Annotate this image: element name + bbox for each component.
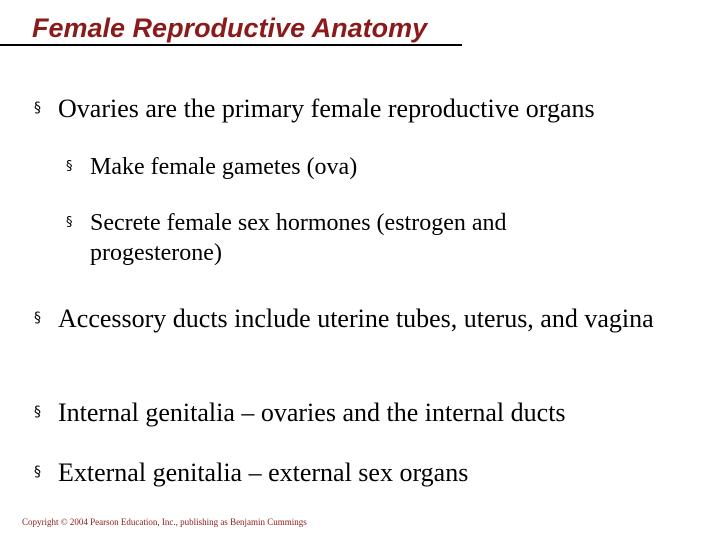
bullet-item [34,302,684,335]
bullet-text: Accessory ducts include uterine tubes, uterus, and vagina [58,304,654,333]
sub-bullet-item [66,152,666,182]
sub-bullet-text: Secrete female sex hormones (estrogen and progesterone) [90,210,507,266]
bullet-item [34,396,694,429]
slide-title: Female Reproductive Anatomy [32,13,428,43]
bullet-item [34,456,694,489]
bullet-marker-icon: § [34,310,41,326]
bullet-marker-icon: § [66,159,73,174]
bullet-text: Internal genitalia – ovaries and the internal ducts [58,398,566,427]
copyright-footer: Copyright © 2004 Pearson Education, Inc., publishing as Benjamin Cummings [22,517,307,527]
bullet-marker-icon: § [34,404,41,420]
bullet-text: Ovaries are the primary female reproductive organs [58,94,595,123]
bullet-marker-icon: § [66,215,73,230]
bullet-marker-icon: § [34,100,41,116]
bullet-item [34,92,694,125]
sub-bullet-text: Make female gametes (ova) [90,154,358,180]
bullet-marker-icon: § [34,464,41,480]
sub-bullet-item [66,208,626,268]
title-underline [0,44,462,46]
bullet-text: External genitalia – external sex organs [58,458,469,487]
